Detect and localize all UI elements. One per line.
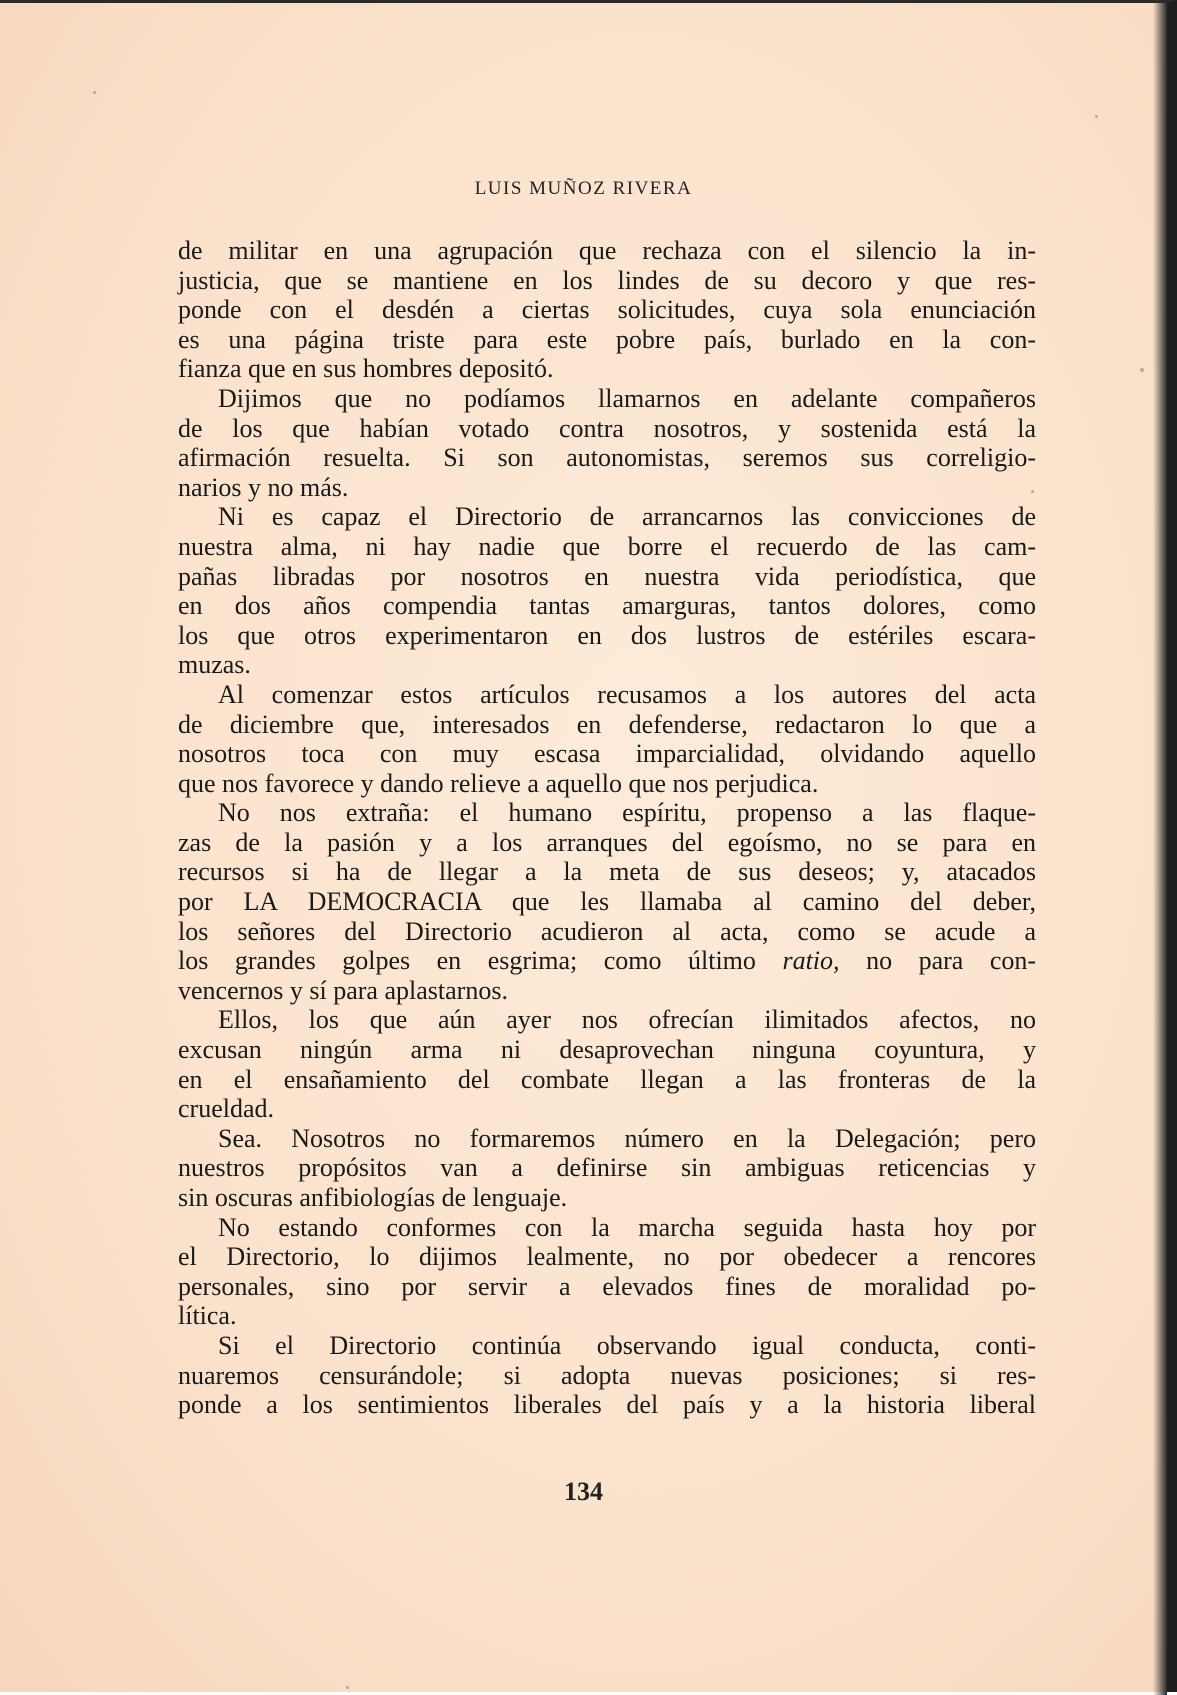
paper-speck <box>1031 490 1034 493</box>
text-line: los señores del Directorio acudieron al acta, como se acude a <box>178 916 1036 946</box>
text-line: zas de la pasión y a los arranques del egoísmo, no se para en <box>178 827 1036 857</box>
text-line: narios y no más. <box>178 472 349 502</box>
text-line: pañas libradas por nosotros en nuestra vida periodística, que <box>178 561 1036 591</box>
text-line: Si el Directorio continúa observando igual conducta, conti- <box>218 1330 1036 1360</box>
text-line: No estando conformes con la marcha seguida hasta hoy por <box>218 1212 1036 1242</box>
text-line: ponde con el desdén a ciertas solicitudes, cuya sola enunciación <box>178 295 1036 325</box>
text-line: Dijimos que no podíamos llamarnos en adelante compañeros <box>218 383 1036 413</box>
text-line: sin oscuras anfibiologías de lenguaje. <box>178 1183 568 1212</box>
page-number: 134 <box>564 1477 603 1506</box>
text-line: ponde a los sentimientos liberales del país y a la historia liberal <box>178 1390 1036 1420</box>
text-line: vencernos y sí para aplastarnos. <box>178 975 508 1005</box>
paper-speck <box>346 1686 349 1689</box>
text-line: nuaremos censurándole; si adopta nuevas posiciones; si res- <box>178 1360 1036 1390</box>
text-line: Ni es capaz el Directorio de arrancarnos las convicciones de <box>218 502 1036 532</box>
paper-speck <box>1095 115 1098 118</box>
text-line: es una página triste para este pobre país, burlado en la con- <box>178 324 1036 354</box>
text-line: los que otros experimentaron en dos lustros de estériles escara- <box>178 620 1036 650</box>
body-text <box>178 236 1036 1420</box>
italic-word: ratio, <box>782 946 840 976</box>
text-line: de diciembre que, interesados en defenderse, redactaron lo que a <box>178 709 1036 739</box>
text-line: por LA DEMOCRACIA que les llamaba al camino del deber, <box>178 887 1036 917</box>
text-line: el Directorio, lo dijimos lealmente, no por obedecer a rencores <box>178 1242 1036 1272</box>
text-line: lítica. <box>178 1301 237 1331</box>
running-head: LUIS MUÑOZ RIVERA <box>474 178 693 199</box>
text-line: muzas. <box>178 650 251 680</box>
text-line: Ellos, los que aún ayer nos ofrecían ilimitados afectos, no <box>218 1005 1036 1035</box>
text-line: Sea. Nosotros no formaremos número en la Delegación; pero <box>218 1123 1036 1153</box>
text-segment: no para con- <box>866 946 1037 976</box>
text-line: crueldad. <box>178 1094 275 1124</box>
text-line: de militar en una agrupación que rechaza con el silencio la in- <box>178 236 1036 265</box>
text-line: nuestra alma, ni hay nadie que borre el recuerdo de las cam- <box>178 531 1036 561</box>
text-line: en dos años compendia tantas amarguras, tantos dolores, como <box>178 591 1036 621</box>
text-line: nuestros propósitos van a definirse sin ambiguas reticencias y <box>178 1153 1036 1183</box>
text-line: de los que habían votado contra nosotros, y sostenida está la <box>178 413 1036 443</box>
text-line: que nos favorece y dando relieve a aquello que nos perjudica. <box>178 768 819 798</box>
text-line: nosotros toca con muy escasa imparcialidad, olvidando aquello <box>178 739 1036 769</box>
text-line: justicia, que se mantiene en los lindes de su decoro y que res- <box>178 265 1036 295</box>
text-line: recursos si ha de llegar a la meta de sus deseos; y, atacados <box>178 857 1036 887</box>
text-line: No nos extraña: el humano espíritu, propenso a las flaque- <box>218 798 1036 828</box>
text-line: excusan ningún arma ni desaprovechan ninguna coyuntura, y <box>178 1035 1036 1065</box>
text-line: personales, sino por servir a elevados fines de moralidad po- <box>178 1271 1036 1301</box>
paper-speck <box>1140 368 1144 372</box>
text-line: en el ensañamiento del combate llegan a las fronteras de la <box>178 1064 1036 1094</box>
text-line-with-italic <box>178 946 1036 976</box>
text-segment: los grandes golpes en esgrima; como último <box>178 946 756 976</box>
text-line: fianza que en sus hombres depositó. <box>178 354 554 384</box>
text-line: Al comenzar estos artículos recusamos a los autores del acta <box>218 679 1036 709</box>
paper-speck <box>93 91 96 94</box>
text-line: afirmación resuelta. Si son autonomistas, seremos sus correligio- <box>178 443 1036 473</box>
page-edge-shadow <box>1153 3 1167 1695</box>
